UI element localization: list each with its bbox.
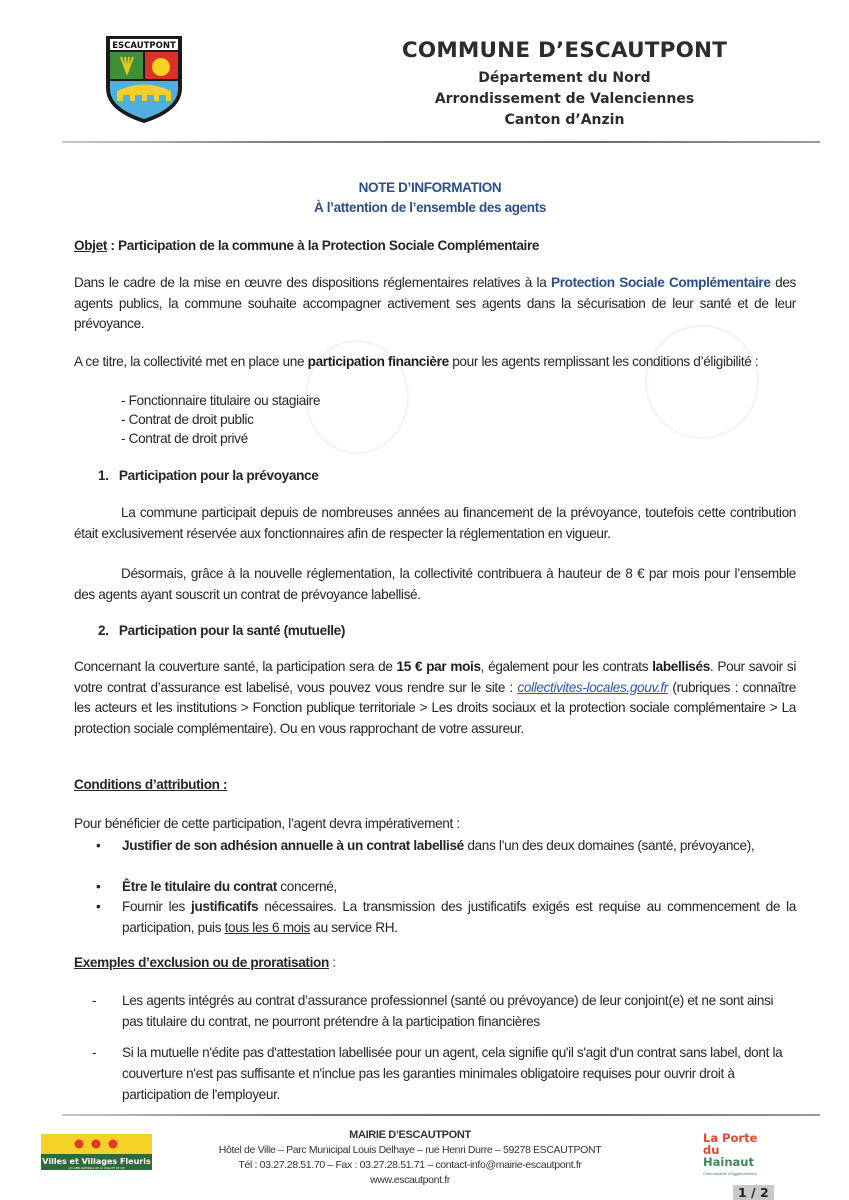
eligibility-item: - Contrat de droit privé — [121, 431, 248, 446]
exclusion-item: - Si la mutuelle n'édite pas d'attestation labellisée pour un agent, cela signifie qu'il s'agit d'un contrat sans label, dont la couverture n'est pas suffisante et n'inclue pas les garanties minimales obligatoire requises pour ouvrir droit à participation de l'employeur. — [92, 1045, 783, 1102]
intro-paragraph: Dans le cadre de la mise en œuvre des dispositions réglementaires relatives à la Protection Sociale Complémentaire des agents publics, la commune souhaite accompagner activement ses agents dans la sécurisation de leur santé et de leur prévoyance. — [74, 275, 796, 331]
section2-heading: 2. Participation pour la santé (mutuelle) — [98, 623, 346, 638]
objet-line: Objet : Participation de la commune à la Protection Sociale Complémentaire — [74, 238, 540, 253]
escautpont-crest-icon — [103, 33, 185, 125]
section1-heading: 1. Participation pour la prévoyance — [98, 468, 319, 483]
conditions-heading: Conditions d’attribution : — [74, 777, 228, 792]
section1-paragraph: La commune participait depuis de nombreuses années au financement de la prévoyance, toutefois cette contribution était exclusivement réservée aux fonctionnaires afin de respecter la réglementation en vigueur. — [74, 505, 796, 541]
departement-line: Département du Nord — [478, 70, 651, 86]
condition-bullet: • Justifier de son adhésion annuelle à un contrat labellisé dans l’un des deux domaines (santé, prévoyance), — [96, 838, 755, 853]
header-divider — [62, 141, 820, 143]
section2-paragraph: Concernant la couverture santé, la participation sera de 15 € par mois, également pour les contrats labellisés. Pour savoir si votre contrat d’assurance est labelisé, vous pouvez vous rendre sur le site : collectivites-locales.gouv.fr (rubriques : connaître les acteurs et les institutions > Fonction publique territoriale > Les droits sociaux et la protection sociale complémentaire > La protection sociale complémentaire). Ou en vous rapprochant de votre assureur. — [74, 659, 797, 736]
svg-text:Villes et Villages Fleuris: Villes et Villages Fleuris — [42, 1157, 151, 1166]
footer-divider — [62, 1114, 820, 1116]
faint-stamp — [645, 325, 759, 439]
exclusion-item: - Les agents intégrés au contrat d’assurance professionnel (santé ou prévoyance) de leur conjoint(e) et ne sont ainsi pas titulaire du contrat, ne pourront prétendre à la participation financières — [92, 993, 774, 1029]
psc-highlight: Protection Sociale Complémentaire — [550, 275, 771, 290]
eligibility-item: - Contrat de droit public — [121, 412, 254, 427]
objet-label: Objet — [74, 238, 107, 253]
mairie-address: Hôtel de Ville – Parc Municipal Louis Delhaye – rue Henri Durre – 59278 ESCAUTPONT — [218, 1144, 602, 1156]
eligibility-item: - Fonctionnaire titulaire ou stagiaire — [121, 393, 321, 408]
mairie-title: MAIRIE D’ESCAUTPONT — [349, 1129, 471, 1141]
page-number: 1 / 2 — [733, 1185, 774, 1200]
canton-line: Canton d’Anzin — [504, 112, 625, 128]
svg-text:LE LABEL NATIONAL DE LA QUALIT: LE LABEL NATIONAL DE LA QUALITÉ DE VIE — [68, 1167, 125, 1170]
villes-villages-fleuris-logo-icon — [41, 1134, 152, 1170]
mairie-website: www.escautpont.fr — [370, 1174, 450, 1186]
condition-bullet: • Fournir les justificatifs nécessaires. La transmission des justificatifs exigés est requise au commencement de la participation, puis tous les 6 mois au service RH. — [96, 899, 796, 935]
arrondissement-line: Arrondissement de Valenciennes — [434, 91, 695, 107]
svg-text:ESCAUTPONT: ESCAUTPONT — [112, 41, 176, 51]
note-subtitle: À l’attention de l’ensemble des agents — [313, 200, 546, 215]
exclusions-heading: Exemples d’exclusion ou de proratisation : — [74, 955, 336, 970]
conditions-intro: Pour bénéficier de cette participation, l’agent devra impérativement : — [74, 816, 460, 831]
eligibility-paragraph: A ce titre, la collectivité met en place une participation financière pour les agents remplissant les conditions d’éligibilité : — [74, 354, 759, 369]
condition-bullet: • Être le titulaire du contrat concerné, — [96, 879, 337, 894]
section1-paragraph: Désormais, grâce à la nouvelle réglementation, la collectivité contribuera à hauteur de 8 € par mois pour l’ensemble des agents ayant souscrit un contrat de prévoyance labellisé. — [74, 566, 796, 602]
commune-title: COMMUNE D’ESCAUTPONT — [401, 38, 728, 63]
la-porte-du-hainaut-logo: La Porte du Hainaut Communauté d'Agglomération — [703, 1131, 758, 1176]
collectivites-locales-link[interactable]: collectivites-locales.gouv.fr — [517, 679, 668, 695]
mairie-contact: Tél : 03.27.28.51.70 – Fax : 03.27.28.51.71 – contact-info@mairie-escautpont.fr — [238, 1159, 582, 1171]
note-title: NOTE D’INFORMATION — [358, 180, 502, 195]
